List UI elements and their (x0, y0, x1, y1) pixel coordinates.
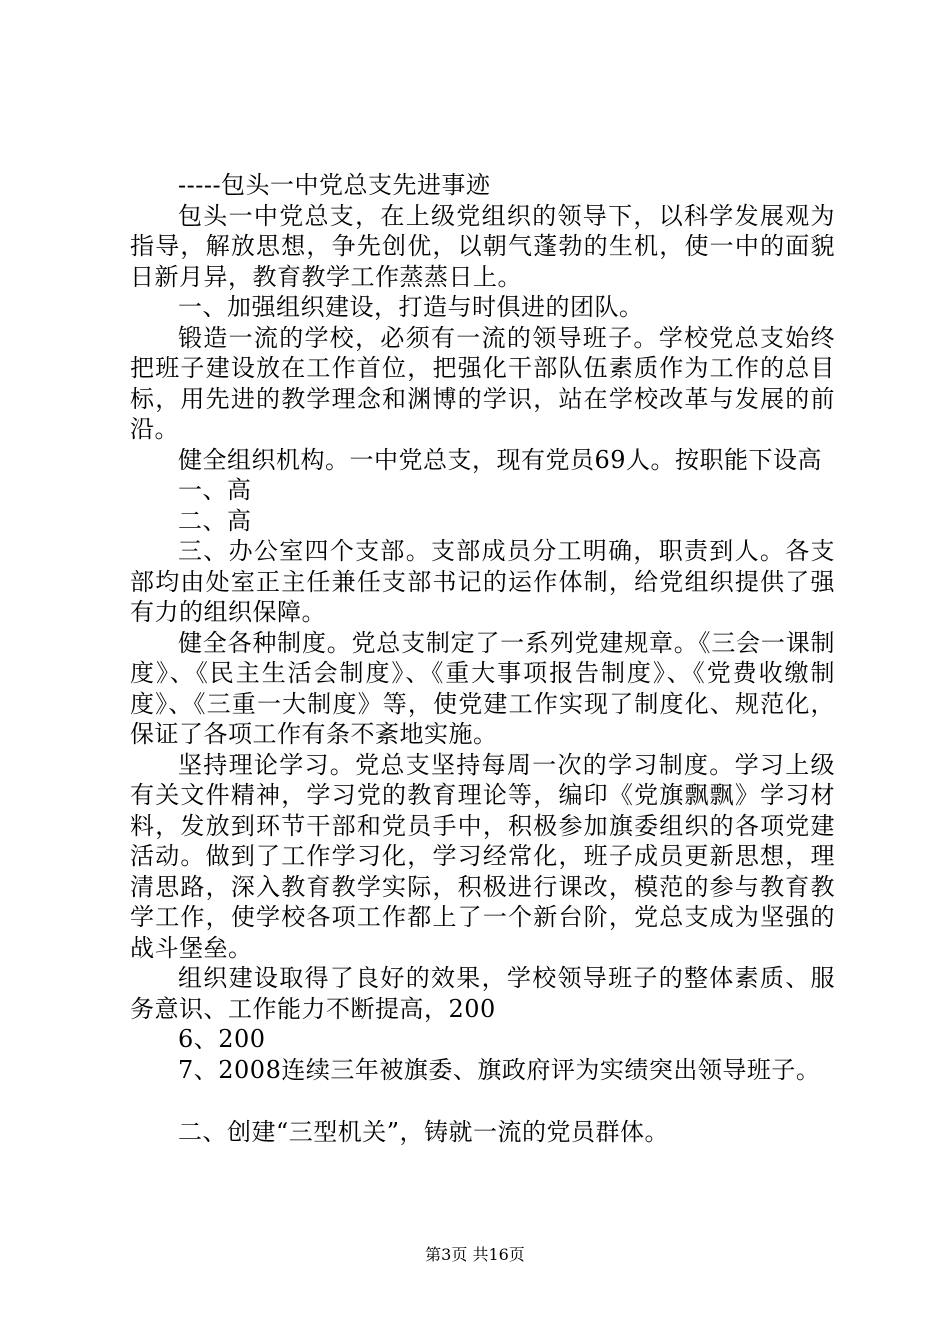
section-heading-1: 一、加强组织建设，打造与时俱进的团队。 (178, 293, 644, 321)
subtitle: -----包头一中党总支先进事迹 (178, 171, 491, 199)
page-footer: 第3页 共16页 (425, 1245, 525, 1264)
paragraph-study: 坚持理论学习。党总支坚持每周一次的学习制度。学习上级有关文件精神，学习党的教育理论等，编印《党旗飘飘》学习材料，发放到环节干部和党员手中，积极参加旗委组织的各项党建活动。做到了工作学习化，学习经常化，班子成员更新思想，理清思路，深入教育教学实际，积极进行课改，模范的参与教育教学工作，使学校各项工作都上了一个新台阶，党总支成为坚强的战斗堡垒。 (130, 750, 835, 962)
section-heading-2: 二、创建“三型机关”，铸就一流的党员群体。 (178, 1118, 670, 1146)
paragraph-branches: 三、办公室四个支部。支部成员分工明确，职责到人。各支部均由处室正主任兼任支部书记的运作体制，给党组织提供了强有力的组织保障。 (130, 537, 835, 626)
list-line-4: 7、2008连续三年被旗委、旗政府评为实绩突出领导班子。 (178, 1055, 821, 1084)
document-body (130, 170, 835, 1148)
paragraph-organization: 健全组织机构。一中党总支，现有党员69人。按职能下设高 (178, 445, 823, 474)
list-line-3: 6、200 (178, 1025, 266, 1053)
paragraph-systems: 健全各种制度。党总支制定了一系列党建规章。《三会一课制度》、《民主生活会制度》、《重大事项报告制度》、《党费收缴制度》、《三重一大制度》等，使党建工作实现了制度化、规范化，保证了各项工作有条不紊地实施。 (130, 628, 835, 748)
intro-paragraph: 包头一中党总支，在上级党组织的领导下，以科学发展观为指导，解放思想，争先创优，以朝气蓬勃的生机，使一中的面貌日新月异，教育教学工作蒸蒸日上。 (130, 201, 835, 291)
paragraph-leadership: 锻造一流的学校，必须有一流的领导班子。学校党总支始终把班子建设放在工作首位，把强化干部队伍素质作为工作的总目标，用先进的教学理念和渊博的学识，站在学校改革与发展的前沿。 (130, 323, 835, 443)
list-line-2: 二、高 (178, 506, 252, 535)
list-line-1: 一、高 (178, 476, 252, 504)
paragraph-results: 组织建设取得了良好的效果，学校领导班子的整体素质、服务意识、工作能力不断提高，200 (130, 964, 835, 1023)
